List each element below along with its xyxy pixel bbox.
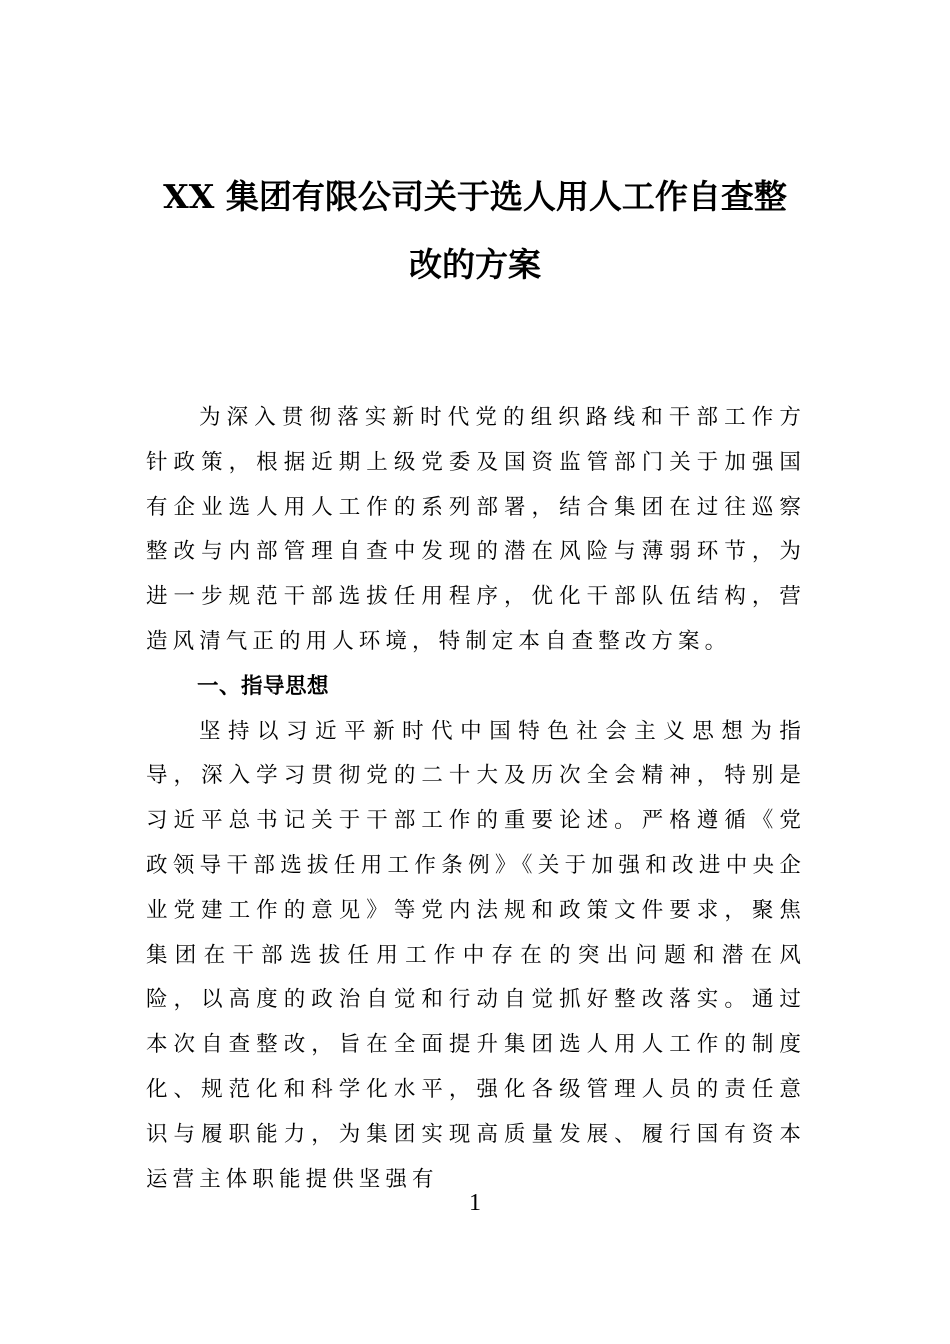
title-line-2: 改的方案	[409, 245, 541, 284]
intro-paragraph: 为深入贯彻落实新时代党的组织路线和干部工作方针政策，根据近期上级党委及国资监管部门关于加强国有企业选人用人工作的系列部署，结合集团在过往巡察整改与内部管理自查中发现的潜在风险与薄弱环节，为进一步规范干部选拔任用程序，优化干部队伍结构，营造风清气正的用人环境，特制定本自查整改方案。	[146, 405, 806, 654]
document-body	[146, 396, 806, 1202]
section-heading-guiding-ideology: 一、指导思想	[197, 673, 330, 699]
guiding-ideology-paragraph: 坚持以习近平新时代中国特色社会主义思想为指导，深入学习贯彻党的二十大及历次全会精神，特别是习近平总书记关于干部工作的重要论述。严格遵循《党政领导干部选拔任用工作条例》《关于加强和改进中央企业党建工作的意见》等党内法规和政策文件要求，聚焦集团在干部选拔任用工作中存在的突出问题和潜在风险，以高度的政治自觉和行动自觉抓好整改落实。通过本次自查整改，旨在全面提升集团选人用人工作的制度化、规范化和科学化水平，强化各级管理人员的责任意识与履职能力，为集团实现高质量发展、履行国有资本运营主体职能提供坚强有	[146, 718, 806, 1192]
document-title	[120, 163, 830, 299]
title-line-1: XX 集团有限公司关于选人用人工作自查整	[163, 177, 787, 216]
page-number: 1	[469, 1190, 481, 1216]
